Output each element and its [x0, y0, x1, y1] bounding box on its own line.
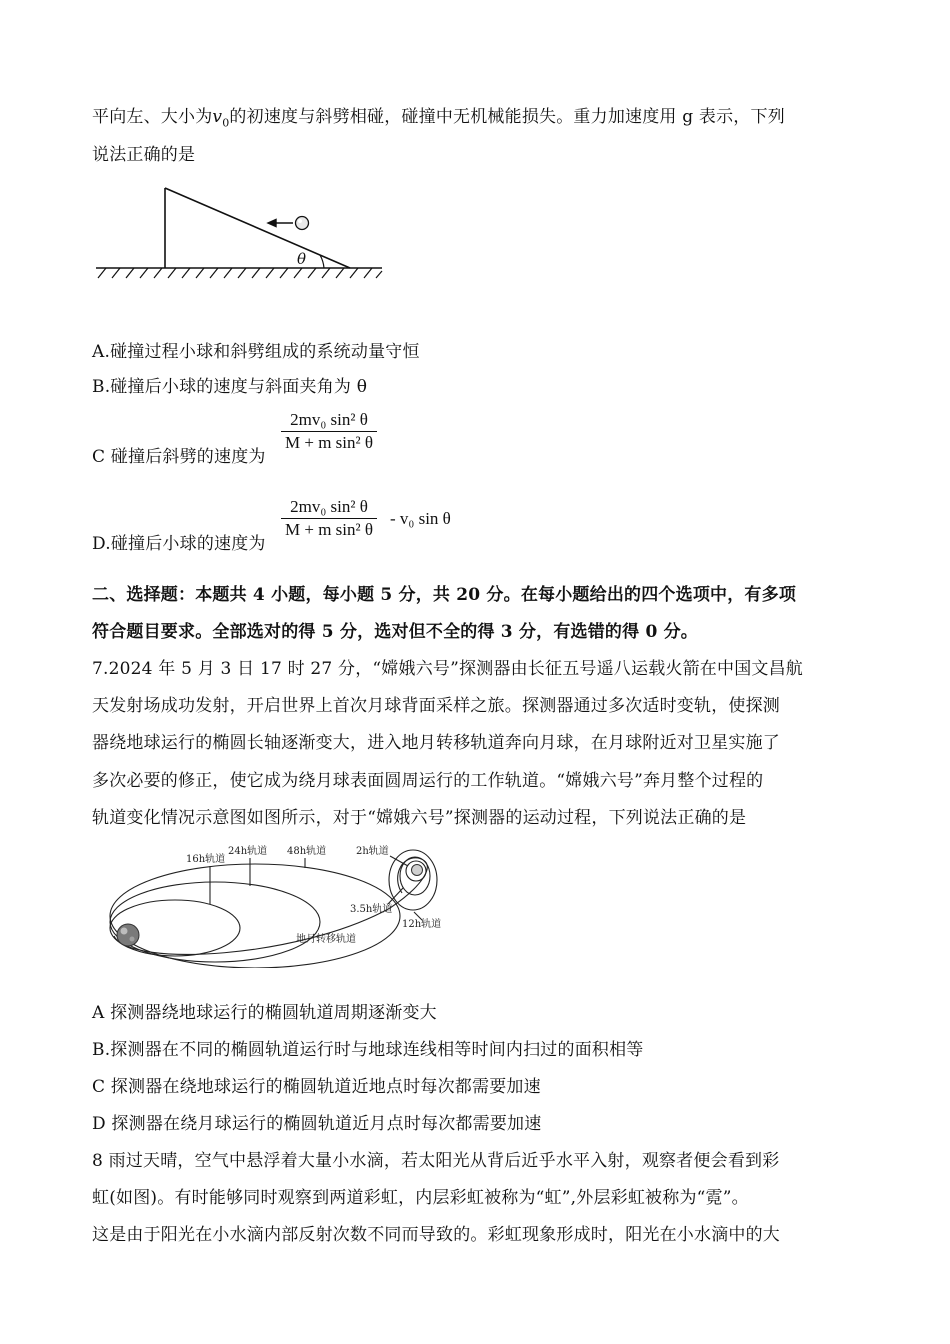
velocity-arrow [268, 220, 293, 227]
fraction-numerator: 2mv₀ sin² θ [281, 410, 377, 432]
label-16h-orbit: 16h轨道 [186, 854, 226, 865]
section-heading-line2: 符合题目要求。全部选对的得 5 分，选对但不全的得 3 分，有选错的得 0 分。 [92, 622, 698, 642]
q7-line-5: 轨道变化情况示意图如图所示，对于“嫦娥六号”探测器的运动过程，下列说法正确的是 [92, 808, 747, 828]
q6-stem-line1: 平向左、大小为$v_0$的初速度与斜劈相碰，碰撞中无机械能损失。重力加速度用 g 表示，下列 [92, 107, 785, 130]
q7-option-d: D 探测器在绕月球运行的椭圆轨道近月点时每次都需要加速 [92, 1114, 542, 1134]
orbit-figure [100, 838, 470, 968]
label-3-5h-orbit: 3.5h轨道 [350, 904, 393, 915]
angle-label: θ [297, 250, 307, 268]
q7-option-c: C 探测器在绕地球运行的椭圆轨道近地点时每次都需要加速 [92, 1077, 541, 1097]
q6-option-d-fraction [281, 497, 377, 540]
label-24h-orbit: 24h轨道 [228, 846, 268, 857]
q6-option-b: B.碰撞后小球的速度与斜面夹角为 θ [92, 377, 368, 397]
q7-line-3: 器绕地球运行的椭圆长轴逐渐变大，进入地月转移轨道奔向月球，在月球附近对卫星实施了 [92, 733, 780, 753]
q7-option-b: B.探测器在不同的椭圆轨道运行时与地球连线相等时间内扫过的面积相等 [92, 1040, 644, 1060]
q7-line-1: 7.2024 年 5 月 3 日 17 时 27 分，“嫦娥六号”探测器由长征五号遥八运载火箭在中国文昌航 [92, 659, 803, 679]
q8-line-3: 这是由于阳光在小水滴内部反射次数不同而导致的。彩虹现象形成时，阳光在小水滴中的大 [92, 1225, 780, 1245]
fraction-denominator: M + m sin² θ [285, 433, 374, 452]
q7-line-2: 天发射场成功发射，开启世界上首次月球背面采样之旅。探测器通过多次适时变轨，使探测 [92, 696, 780, 716]
q6-option-d-tail: - v₀ sin θ [390, 509, 451, 528]
moon-icon [412, 865, 423, 876]
label-48h-orbit: 48h轨道 [287, 846, 327, 857]
q6-stem-line2: 说法正确的是 [92, 145, 196, 165]
q7-option-a: A 探测器绕地球运行的椭圆轨道周期逐渐变大 [92, 1003, 437, 1023]
q6-option-a: A.碰撞过程小球和斜劈组成的系统动量守恒 [92, 342, 420, 362]
q6-v0-var: v [212, 107, 223, 127]
q7-line-4: 多次必要的修正，使它成为绕月球表面圆周运行的工作轨道。“嫦娥六号”奔月整个过程的 [92, 771, 764, 791]
fraction-denominator: M + m sin² θ [285, 520, 374, 539]
fraction-numerator: 2mv₀ sin² θ [281, 497, 377, 519]
label-transfer-orbit: 地月转移轨道 [296, 934, 356, 945]
wedge-figure [92, 180, 387, 290]
wedge-outline [165, 188, 350, 268]
ground-hatching [98, 268, 382, 278]
q6-option-c-fraction [281, 410, 377, 453]
ball [296, 217, 309, 230]
q8-line-1: 8 雨过天晴，空气中悬浮着大量小水滴，若太阳光从背后近乎水平入射，观察者便会看到彩 [92, 1151, 780, 1171]
label-2h-orbit: 2h轨道 [356, 846, 389, 857]
q6-v0-sub: 0 [222, 116, 230, 130]
q6-option-d-label: D.碰撞后小球的速度为 [92, 534, 266, 554]
earth-icon [117, 924, 139, 946]
q8-line-2: 虹(如图)。有时能够同时观察到两道彩虹，内层彩虹被称为“虹”,外层彩虹被称为“霓”。 [92, 1188, 749, 1208]
orbit-3-5h [400, 857, 430, 895]
label-12h-orbit: 12h轨道 [402, 919, 442, 930]
q6-option-c-label: C 碰撞后斜劈的速度为 [92, 447, 266, 467]
section-heading-line1: 二、选择题：本题共 4 小题，每小题 5 分，共 20 分。在每小题给出的四个选项中，有多项 [92, 585, 797, 605]
